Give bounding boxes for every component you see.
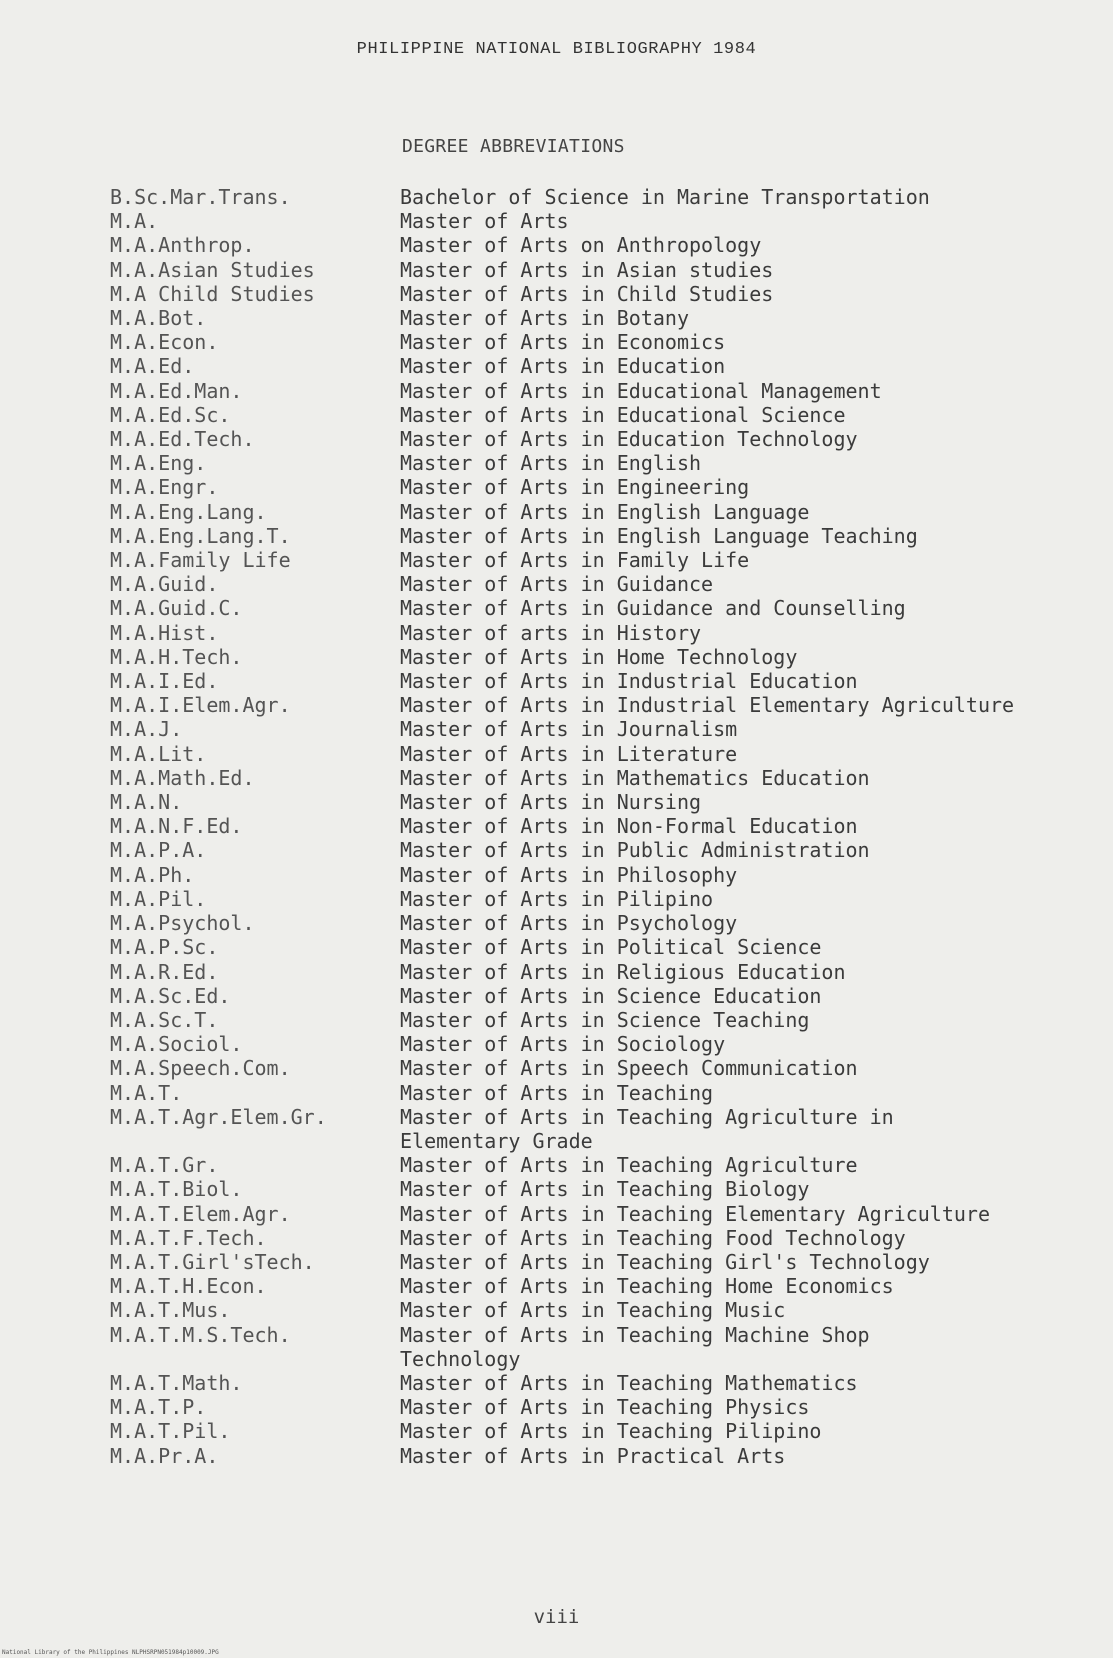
- entry-abbreviation: M.A.T.Elem.Agr.: [110, 1201, 291, 1226]
- entry-definition: Master of Arts in Teaching Agriculture: [400, 1153, 858, 1178]
- entry-row: [110, 814, 1090, 838]
- entry-row: [110, 717, 1090, 741]
- entry-definition: Master of Arts in Political Science: [400, 935, 822, 960]
- entry-row: [110, 887, 1090, 911]
- entry-abbreviation: M.A.Speech.Com.: [110, 1056, 291, 1081]
- entry-abbreviation: M.A.Hist.: [110, 620, 219, 645]
- entry-definition: Master of Arts in Teaching Home Economics: [400, 1274, 894, 1299]
- entry-definition: Master of Arts in Educational Management: [400, 378, 882, 403]
- entry-abbreviation: M.A.Math.Ed.: [110, 765, 255, 790]
- entry-row: [110, 1081, 1090, 1105]
- entry-definition: Master of Arts in Nursing: [400, 790, 702, 815]
- entry-row: [110, 1395, 1090, 1419]
- entry-abbreviation: M.A.Sc.Ed.: [110, 983, 231, 1008]
- entry-abbreviation: M.A.Ed.Man.: [110, 378, 243, 403]
- entry-row: [110, 621, 1090, 645]
- entry-abbreviation: M.A.Guid.: [110, 572, 219, 597]
- entry-row: [110, 984, 1090, 1008]
- entry-abbreviation: M.A.T.Gr.: [110, 1153, 219, 1178]
- entry-definition: Master of Arts in Education: [400, 354, 726, 379]
- entry-definition: Master of Arts in Literature: [400, 741, 738, 766]
- entry-row: [110, 911, 1090, 935]
- entry-definition: Master of Arts in Teaching Pilipino: [400, 1419, 822, 1444]
- entry-row: [110, 354, 1090, 378]
- entry-definition: Master of Arts in Speech Communication: [400, 1056, 858, 1081]
- scan-caption: National Library of the Philippines NLPHSRPN051984p10009.JPG: [2, 1649, 219, 1656]
- entry-row: [110, 185, 1090, 209]
- entry-row: [110, 1032, 1090, 1056]
- entry-row: [110, 306, 1090, 330]
- entry-definition: Master of Arts on Anthropology: [400, 233, 762, 258]
- entry-abbreviation: M.A.T.Pil.: [110, 1419, 231, 1444]
- entry-definition: Master of Arts in Home Technology: [400, 644, 798, 669]
- entry-row: [110, 1323, 1090, 1371]
- entry-row: [110, 669, 1090, 693]
- entry-abbreviation: M.A.Pil.: [110, 886, 207, 911]
- entry-row: [110, 572, 1090, 596]
- entry-definition: Master of Arts in Teaching Mathematics: [400, 1370, 858, 1395]
- entry-row: [110, 1056, 1090, 1080]
- entry-abbreviation: M.A.Guid.C.: [110, 596, 243, 621]
- entry-definition: Master of Arts in Industrial Education: [400, 669, 858, 694]
- entry-row: [110, 1105, 1090, 1153]
- entry-definition: Bachelor of Science in Marine Transportation: [400, 185, 930, 209]
- entry-definition: Master of Arts in Teaching Music: [400, 1298, 786, 1323]
- entry-abbreviation: M.A.Sc.T.: [110, 1007, 219, 1032]
- entry-row: [110, 1153, 1090, 1177]
- entry-row: [110, 548, 1090, 572]
- entry-abbreviation: M.A.Econ.: [110, 330, 219, 355]
- entry-definition: Master of Arts in Teaching Elementary Agriculture: [400, 1201, 991, 1226]
- entry-definition: Master of Arts in Religious Education: [400, 959, 846, 984]
- entry-definition: Master of Arts: [400, 209, 569, 234]
- entry-definition: Master of Arts in Science Teaching: [400, 1007, 810, 1032]
- entry-row: [110, 960, 1090, 984]
- entry-abbreviation: M.A.T.P.: [110, 1395, 207, 1420]
- entry-row: [110, 1444, 1090, 1468]
- entry-abbreviation: M.A.T.Girl'sTech.: [110, 1249, 315, 1274]
- entry-row: [110, 693, 1090, 717]
- entry-row: [110, 258, 1090, 282]
- entry-abbreviation: M.A.N.: [110, 790, 183, 815]
- entry-abbreviation: M.A.T.F.Tech.: [110, 1225, 267, 1250]
- page-number: viii: [533, 1606, 580, 1628]
- entry-row: [110, 524, 1090, 548]
- entry-row: [110, 1298, 1090, 1322]
- entry-abbreviation: M.A.Bot.: [110, 306, 207, 331]
- entry-abbreviation: M.A.R.Ed.: [110, 959, 219, 984]
- entry-row: [110, 427, 1090, 451]
- entry-abbreviation: M.A.T.M.S.Tech.: [110, 1322, 291, 1347]
- entry-abbreviation: M.A Child Studies: [110, 281, 315, 306]
- entry-row: [110, 233, 1090, 257]
- entry-abbreviation: M.A.T.Math.: [110, 1370, 243, 1395]
- entry-abbreviation: M.A.Ed.Sc.: [110, 402, 231, 427]
- entry-definition: Master of Arts in Teaching Agriculture in Elementary Grade: [400, 1104, 894, 1153]
- entry-definition: Master of Arts in Education Technology: [400, 427, 858, 452]
- entry-abbreviation: M.A.I.Elem.Agr.: [110, 693, 291, 718]
- entry-definition: Master of Arts in Teaching Girl's Technology: [400, 1249, 930, 1274]
- entry-row: [110, 1419, 1090, 1443]
- entry-row: [110, 1177, 1090, 1201]
- entry-definition: Master of Arts in English: [400, 451, 702, 476]
- entry-definition: Master of Arts in Sociology: [400, 1032, 726, 1057]
- entry-definition: Master of Arts in Asian studies: [400, 257, 774, 282]
- entry-row: [110, 1202, 1090, 1226]
- entry-definition: Master of Arts in Teaching Machine Shop Technology: [400, 1322, 870, 1371]
- entry-abbreviation: M.A.T.Mus.: [110, 1298, 231, 1323]
- entry-definition: Master of Arts in Family Life: [400, 548, 750, 573]
- entry-row: [110, 935, 1090, 959]
- entry-definition: Master of Arts in Psychology: [400, 911, 738, 936]
- entry-abbreviation: B.Sc.Mar.Trans.: [110, 185, 291, 209]
- entry-row: [110, 209, 1090, 233]
- entry-row: [110, 475, 1090, 499]
- entry-definition: Master of Arts in English Language: [400, 499, 810, 524]
- entry-row: [110, 1274, 1090, 1298]
- entry-row: [110, 1226, 1090, 1250]
- entry-row: [110, 645, 1090, 669]
- entry-definition: Master of Arts in Engineering: [400, 475, 750, 500]
- entry-definition: Master of Arts in Child Studies: [400, 281, 774, 306]
- entry-definition: Master of Arts in Philosophy: [400, 862, 738, 887]
- entry-abbreviation: M.A.: [110, 209, 159, 234]
- entry-definition: Master of Arts in Educational Science: [400, 402, 846, 427]
- entry-abbreviation: M.A.Lit.: [110, 741, 207, 766]
- entry-row: [110, 766, 1090, 790]
- entry-row: [110, 500, 1090, 524]
- entry-abbreviation: M.A.T.Agr.Elem.Gr.: [110, 1104, 327, 1129]
- entry-definition: Master of Arts in Teaching Biology: [400, 1177, 810, 1202]
- entry-row: [110, 1371, 1090, 1395]
- entry-row: [110, 742, 1090, 766]
- entry-abbreviation: M.A.Psychol.: [110, 911, 255, 936]
- entry-abbreviation: M.A.I.Ed.: [110, 669, 219, 694]
- entry-row: [110, 451, 1090, 475]
- entry-row: [110, 330, 1090, 354]
- entry-abbreviation: M.A.Engr.: [110, 475, 219, 500]
- entry-abbreviation: M.A.P.A.: [110, 838, 207, 863]
- entry-row: [110, 282, 1090, 306]
- entry-abbreviation: M.A.Sociol.: [110, 1032, 243, 1057]
- entry-definition: Master of arts in History: [400, 620, 702, 645]
- entry-definition: Master of Arts in Botany: [400, 306, 689, 331]
- entry-definition: Master of Arts in Guidance: [400, 572, 714, 597]
- entry-row: [110, 863, 1090, 887]
- entry-row: [110, 838, 1090, 862]
- entry-abbreviation: M.A.J.: [110, 717, 183, 742]
- entry-abbreviation: M.A.Pr.A.: [110, 1443, 219, 1468]
- entry-abbreviation: M.A.Ph.: [110, 862, 195, 887]
- entry-abbreviation: M.A.Eng.: [110, 451, 207, 476]
- entry-definition: Master of Arts in Industrial Elementary Agriculture: [400, 693, 1015, 718]
- page-header: PHILIPPINE NATIONAL BIBLIOGRAPHY 1984: [356, 40, 757, 59]
- entry-definition: Master of Arts in English Language Teaching: [400, 523, 918, 548]
- entry-row: [110, 1250, 1090, 1274]
- entry-definition: Master of Arts in Non-Formal Education: [400, 814, 858, 839]
- entry-row: [110, 403, 1090, 427]
- entry-abbreviation: M.A.H.Tech.: [110, 644, 243, 669]
- entry-row: [110, 790, 1090, 814]
- entry-definition: Master of Arts in Teaching Physics: [400, 1395, 810, 1420]
- entry-abbreviation: M.A.T.: [110, 1080, 183, 1105]
- entry-abbreviation: M.A.T.Biol.: [110, 1177, 243, 1202]
- entry-abbreviation: M.A.Eng.Lang.: [110, 499, 267, 524]
- section-title: DEGREE ABBREVIATIONS: [402, 136, 625, 157]
- abbreviation-list: [110, 185, 1090, 1468]
- entry-definition: Master of Arts in Journalism: [400, 717, 738, 742]
- entry-definition: Master of Arts in Economics: [400, 330, 726, 355]
- entry-abbreviation: M.A.Asian Studies: [110, 257, 315, 282]
- entry-abbreviation: M.A.Ed.Tech.: [110, 427, 255, 452]
- entry-definition: Master of Arts in Teaching: [400, 1080, 714, 1105]
- entry-definition: Master of Arts in Teaching Food Technology: [400, 1225, 906, 1250]
- entry-definition: Master of Arts in Pilipino: [400, 886, 714, 911]
- entry-row: [110, 596, 1090, 620]
- entry-abbreviation: M.A.P.Sc.: [110, 935, 219, 960]
- entry-abbreviation: M.A.Family Life: [110, 548, 291, 573]
- entry-abbreviation: M.A.N.F.Ed.: [110, 814, 243, 839]
- entry-abbreviation: M.A.Anthrop.: [110, 233, 255, 258]
- entry-abbreviation: M.A.T.H.Econ.: [110, 1274, 267, 1299]
- entry-definition: Master of Arts in Science Education: [400, 983, 822, 1008]
- entry-definition: Master of Arts in Practical Arts: [400, 1443, 786, 1468]
- entry-definition: Master of Arts in Public Administration: [400, 838, 870, 863]
- entry-row: [110, 379, 1090, 403]
- entry-row: [110, 1008, 1090, 1032]
- entry-abbreviation: M.A.Eng.Lang.T.: [110, 523, 291, 548]
- entry-definition: Master of Arts in Mathematics Education: [400, 765, 870, 790]
- entry-definition: Master of Arts in Guidance and Counselling: [400, 596, 906, 621]
- entry-abbreviation: M.A.Ed.: [110, 354, 195, 379]
